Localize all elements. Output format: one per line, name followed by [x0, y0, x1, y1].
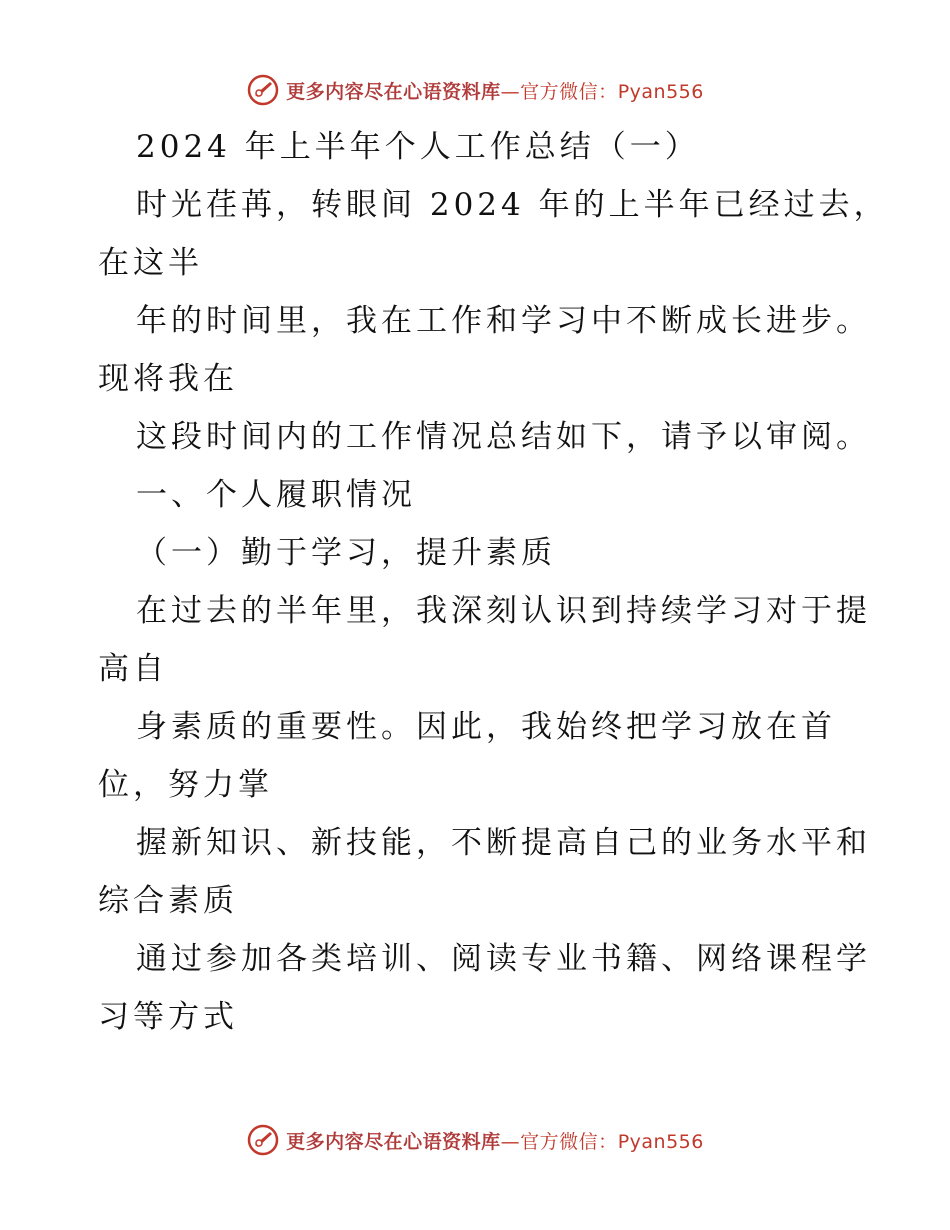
paragraph-line: 时光荏苒，转眼间 2024 年的上半年已经过去，: [136, 187, 889, 223]
seal-logo-icon: [246, 73, 280, 107]
footer-wechat-id: Pyan556: [617, 1130, 704, 1153]
header-wechat-label: 官方微信：: [520, 80, 618, 103]
paragraph-line: 在过去的半年里，我深刻认识到持续学习对于提: [136, 593, 871, 629]
footer-banner-text: [286, 1127, 704, 1154]
paragraph-line: 身素质的重要性。因此，我始终把学习放在首: [136, 709, 836, 745]
paragraph-line: 握新知识、新技能，不断提高自己的业务水平和: [136, 825, 871, 861]
footer-banner: [0, 1120, 950, 1160]
paragraph-line: 综合素质: [98, 883, 238, 919]
seal-logo-icon: [246, 1123, 280, 1157]
paragraph-line: 习等方式: [98, 999, 238, 1035]
paragraph-line: 这段时间内的工作情况总结如下，请予以审阅。: [136, 419, 871, 455]
header-banner: [0, 70, 950, 110]
footer-banner-title: 更多内容尽在心语资料库: [286, 1130, 501, 1153]
header-banner-dash: —: [500, 80, 521, 103]
paragraph-line: 位，努力掌: [98, 767, 273, 803]
paragraph-line: 在这半: [98, 245, 203, 281]
paragraph-line: 通过参加各类培训、阅读专业书籍、网络课程学: [136, 941, 871, 977]
paragraph-line: 年的时间里，我在工作和学习中不断成长进步。: [136, 303, 871, 339]
footer-wechat-label: 官方微信：: [520, 1130, 618, 1153]
header-banner-title: 更多内容尽在心语资料库: [286, 80, 501, 103]
paragraph-line: 现将我在: [98, 361, 238, 397]
document-body: [98, 118, 889, 1046]
document-title: 2024 年上半年个人工作总结（一）: [136, 129, 700, 165]
section-heading: 一、个人履职情况: [136, 477, 416, 513]
header-banner-text: [286, 77, 704, 104]
paragraph-line: 高自: [98, 651, 168, 687]
footer-banner-dash: —: [500, 1130, 521, 1153]
header-wechat-id: Pyan556: [617, 80, 704, 103]
subsection-heading: （一）勤于学习，提升素质: [136, 535, 556, 571]
